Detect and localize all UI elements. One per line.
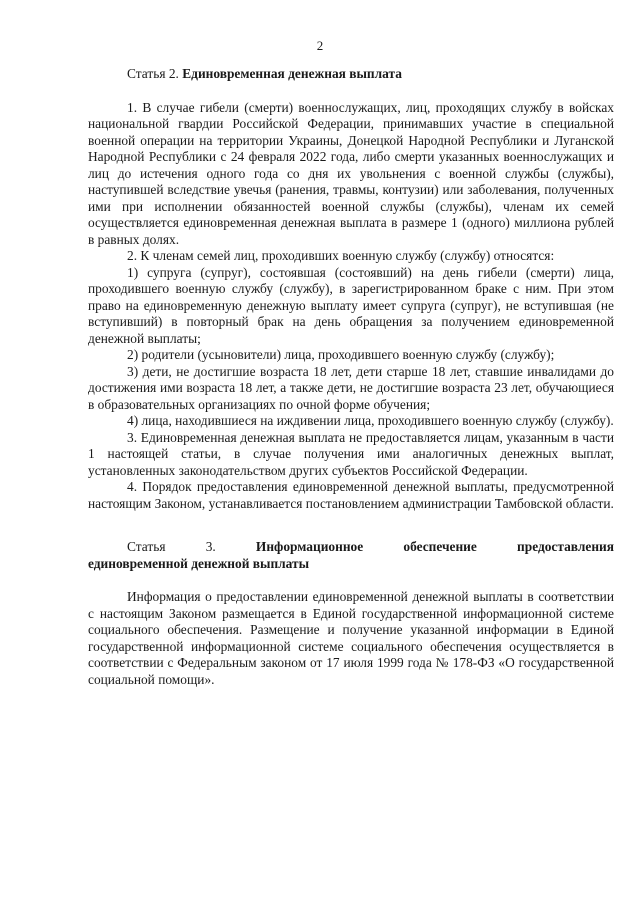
article-2-part-4: 4. Порядок предоставления единовременной денежной выплаты, предусмотренной настоящим Законом, устанавливается постановлением администрации Тамбовской области. [88, 479, 614, 511]
page-number: 2 [316, 38, 324, 53]
article-2-part-3: 3. Единовременная денежная выплата не предоставляется лицам, указанным в части 1 настоящей статьи, в случае получения ими аналогичных денежных выплат, установленных законодательством других субъектов Российской Федерации. [88, 429, 614, 478]
article-2-part-2-item-1: 1) супруга (супруг), состоявшая (состоявший) на день гибели (смерти) лица, проходившего военную службу (службу), в зарегистрированном браке с ним. При этом право на единовременную денежную выплату имеет супруга (супруг), не вступившая (не вступивший) в повторный брак на день обращения за получением единовременной денежной выплаты; [88, 264, 614, 346]
document-body [88, 66, 614, 688]
article-2-heading [88, 66, 614, 83]
article-2-title: Единовременная денежная выплата [182, 66, 402, 81]
article-2-part-2: 2. К членам семей лиц, проходивших военную службу (службу) относятся: [127, 248, 555, 263]
article-3-title-word-3: предоставления [517, 539, 614, 554]
article-2-part-1: 1. В случае гибели (смерти) военнослужащих, лиц, проходящих службу в войсках национальной гвардии Российской Федерации, принимавших участие в специальной военной операции на территории Украины, Донецкой Народной Республики и Луганской Народной Республики с 24 февраля 2022 года, либо смерти указанных военнослужащих и лиц до истечения одного года со дня их увольнения с военной службы (службы), наступившей вследствие увечья (ранения, травмы, контузии) или заболевания, полученных ими при исполнении обязанностей военной службы (службы), членам их семей осуществляется единовременная денежная выплата в размере 1 (одного) миллиона рублей в равных долях. [88, 99, 614, 247]
article-2-label: Статья 2. [127, 66, 179, 81]
article-3-title-line-2: единовременной денежной выплаты [88, 555, 310, 571]
article-2-part-2-item-3: 3) дети, не достигшие возраста 18 лет, дети старше 18 лет, ставшие инвалидами до достижения ими возраста 18 лет, а также дети, не достигшие возраста 23 лет, обучающиеся в образовательных организациях по очной форме обучения; [88, 363, 614, 412]
article-2-part-2-item-4: 4) лица, находившиеся на иждивении лица, проходившего военную службу (службу). [127, 413, 614, 428]
article-3-title-word-2: обеспечение [403, 539, 477, 554]
article-3-body: Информация о предоставлении единовременной денежной выплаты в соответствии с настоящим Законом размещается в Единой государственной информационной системе социального обеспечения. Размещение и получение указанной информации в Единой государственной информационной системе социального обеспечения осуществляется в соответствии с Федеральным законом от 17 июля 1999 года № 178-ФЗ «О государственной социальной помощи». [88, 589, 614, 687]
article-2-part-2-item-2: 2) родители (усыновители) лица, проходившего военную службу (службу); [127, 347, 555, 362]
article-3-heading [88, 539, 614, 556]
article-3-label-word: Статья [127, 539, 166, 554]
article-3-label-number: 3. [205, 539, 216, 554]
article-3-title-word-1: Информационное [255, 539, 364, 554]
